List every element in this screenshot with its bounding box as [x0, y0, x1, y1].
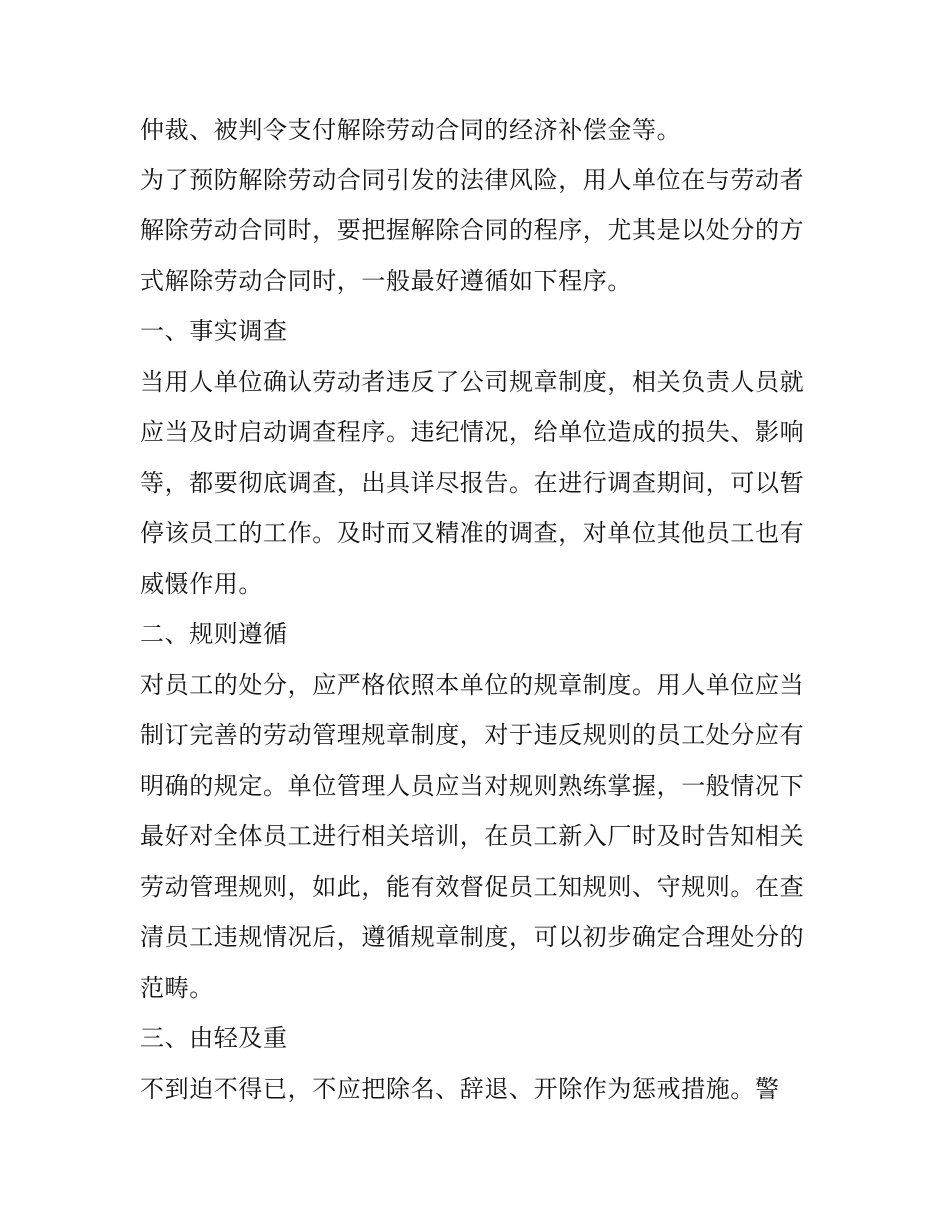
- body-text-line: 威慑作用。: [140, 570, 263, 598]
- body-text-line: 解除劳动合同时，要把握解除合同的程序，尤其是以处分的方: [140, 216, 805, 244]
- body-text-line: 仲裁、被判令支付解除劳动合同的经济补偿金等。: [140, 116, 682, 144]
- body-text-line: 当用人单位确认劳动者违反了公司规章制度，相关负责人员就: [140, 368, 805, 396]
- body-text-line: 不到迫不得已，不应把除名、辞退、开除作为惩戒措施。警: [140, 1075, 780, 1103]
- section-heading: 二、规则遵循: [140, 620, 288, 648]
- body-text-line: 式解除劳动合同时，一般最好遵循如下程序。: [140, 267, 632, 295]
- body-text-line: 对员工的处分，应严格依照本单位的规章制度。用人单位应当: [140, 671, 805, 699]
- body-text-line: 应当及时启动调查程序。违纪情况，给单位造成的损失、影响: [140, 418, 805, 446]
- body-text-line: 劳动管理规则，如此，能有效督促员工知规则、守规则。在查: [140, 873, 805, 901]
- body-text-line: 最好对全体员工进行相关培训，在员工新入厂时及时告知相关: [140, 822, 805, 850]
- body-text-line: 明确的规定。单位管理人员应当对规则熟练掌握，一般情况下: [140, 772, 805, 800]
- body-text-line: 等，都要彻底调查，出具详尽报告。在进行调查期间，可以暂: [140, 469, 805, 497]
- body-text-line: 清员工违规情况后，遵循规章制度，可以初步确定合理处分的: [140, 923, 805, 951]
- body-text-line: 范畴。: [140, 974, 214, 1002]
- body-text-line: 制订完善的劳动管理规章制度，对于违反规则的员工处分应有: [140, 721, 805, 749]
- section-heading: 三、由轻及重: [140, 1024, 288, 1052]
- section-heading: 一、事实调查: [140, 317, 288, 345]
- body-text-line: 为了预防解除劳动合同引发的法律风险，用人单位在与劳动者: [140, 166, 805, 194]
- body-text-line: 停该员工的工作。及时而又精准的调查，对单位其他员工也有: [140, 519, 805, 547]
